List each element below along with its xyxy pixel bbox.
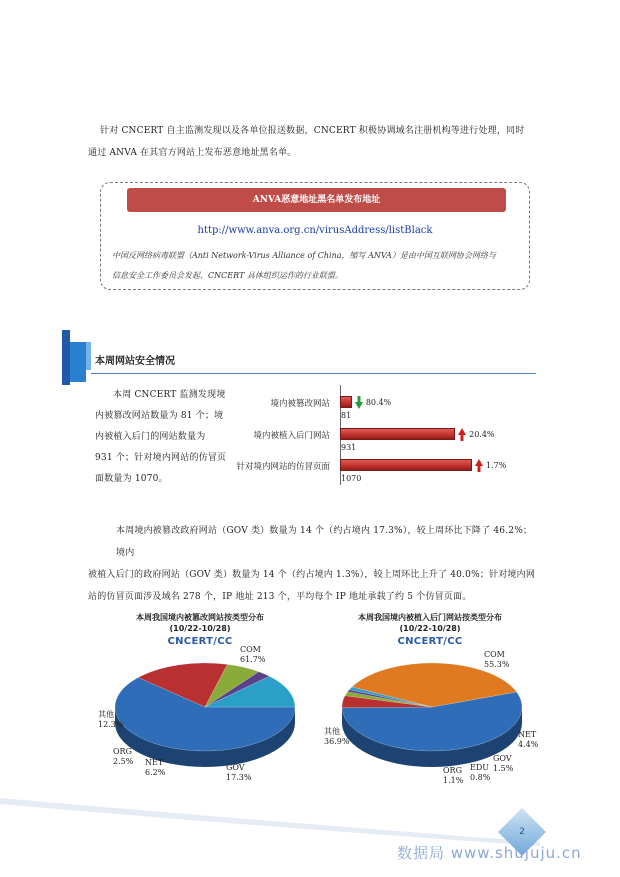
pie2-label-org: ORG 1.1%: [443, 766, 464, 785]
desc-line-4: 931 个；针对境内网站的仿冒页: [95, 453, 227, 463]
cncert-logo: CNCERT/CC: [397, 636, 463, 647]
pie2-title: 本周我国境内被植入后门网站按类型分布: [358, 613, 502, 622]
pie2-label-net: NET 4.4%: [518, 730, 539, 749]
pie2-label-com: COM 55.3%: [484, 650, 510, 669]
pie2-label-other: 其他 36.9%: [324, 727, 350, 746]
bar-value-label: 1070: [341, 474, 362, 483]
anva-note-line-2: 信息安全工作委员会发起、CNCERT 具体组织运作的行业联盟。: [112, 271, 343, 280]
arrow-up-icon: [475, 457, 483, 476]
pie2-label-gov: GOV 1.5%: [493, 754, 514, 773]
anva-box-title: ANVA恶意地址黑名单发布地址: [127, 188, 506, 212]
bar-change-label: 1.7%: [486, 461, 507, 470]
desc-line-2: 内被篡改网站数量为 81 个；境: [95, 411, 224, 421]
page-number: 2: [519, 827, 525, 837]
bar-category-label: 针对境内网站的仿冒页面: [236, 462, 330, 472]
pie2-label-edu: EDU 0.8%: [470, 763, 491, 782]
desc-line-3: 内被植入后门的网站数量为: [95, 432, 206, 442]
bar-value-label: 931: [341, 443, 357, 452]
pie1-label-other: 其他 12.3%: [98, 710, 124, 729]
intro-line-1: 针对 CNCERT 自主监测发现以及各单位报送数据，CNCERT 积极协调域名注册机构等进行处理，同时: [100, 126, 525, 136]
watermark: 数据局 www.shujuju.cn: [397, 844, 582, 862]
section-decor-block: [70, 342, 86, 382]
desc-line-5: 面数量为 1070。: [95, 474, 168, 484]
anva-note: [112, 246, 522, 286]
section-decor-accent: [86, 342, 91, 370]
arrow-down-icon: [355, 394, 363, 413]
bar-rect: [340, 459, 472, 471]
bar-category-label: 境内被植入后门网站: [253, 431, 330, 441]
pie1-chart: [108, 655, 303, 780]
arrow-up-icon: [458, 426, 466, 445]
anva-url-link[interactable]: http://www.anva.org.cn/virusAddress/listBlack: [197, 225, 433, 236]
gov-line-2: 被植入后门的政府网站（GOV 类）数量为 14 个（约占境内 1.3%），较上周环比上升了 40.0%；针对境内网: [88, 570, 536, 580]
bar-chart: [180, 385, 540, 490]
bar-rect: [340, 428, 455, 440]
gov-line-1: 本周境内被篡改政府网站（GOV 类）数量为 14 个（约占境内 17.3%），较上周环比下降了 46.2%；境内: [116, 526, 533, 558]
gov-line-3: 站的仿冒页面涉及域名 278 个，IP 地址 213 个，平均每个 IP 地址承载了约 5 个仿冒页面。: [88, 592, 472, 602]
bar-change-label: 80.4%: [365, 398, 392, 407]
gov-paragraph: [88, 520, 538, 608]
bar-category-label: 境内被篡改网站: [270, 399, 330, 409]
section-decor-bar: [62, 330, 70, 385]
pie1-subtitle: (10/22-10/28): [169, 624, 231, 633]
section-divider: [91, 373, 536, 374]
intro-line-2: 通过 ANVA 在其官方网站上发布恶意地址黑名单。: [88, 148, 297, 158]
desc-line-1: 本周 CNCERT 监测发现境: [113, 390, 226, 400]
bar-change-label: 20.4%: [469, 430, 495, 439]
pie1-label-gov: GOV 17.3%: [226, 763, 252, 782]
pie1-title: 本周我国境内被篡改网站按类型分布: [136, 613, 264, 622]
bar-value-label: 81: [341, 411, 352, 420]
anva-note-line-1: 中国反网络病毒联盟（Anti Network-Virus Alliance of China，缩写 ANVA）是由中国互联网协会网络与: [112, 251, 496, 260]
pie1-label-com: COM 61.7%: [240, 645, 266, 664]
pie1-label-net: NET 6.2%: [145, 758, 166, 777]
section-title: 本周网站安全情况: [95, 356, 175, 367]
pie2-subtitle: (10/22-10/28): [399, 624, 461, 633]
pie1-label-org: ORG 2.5%: [113, 747, 134, 766]
bar-rect: [340, 396, 352, 408]
cncert-logo: CNCERT/CC: [167, 636, 233, 647]
